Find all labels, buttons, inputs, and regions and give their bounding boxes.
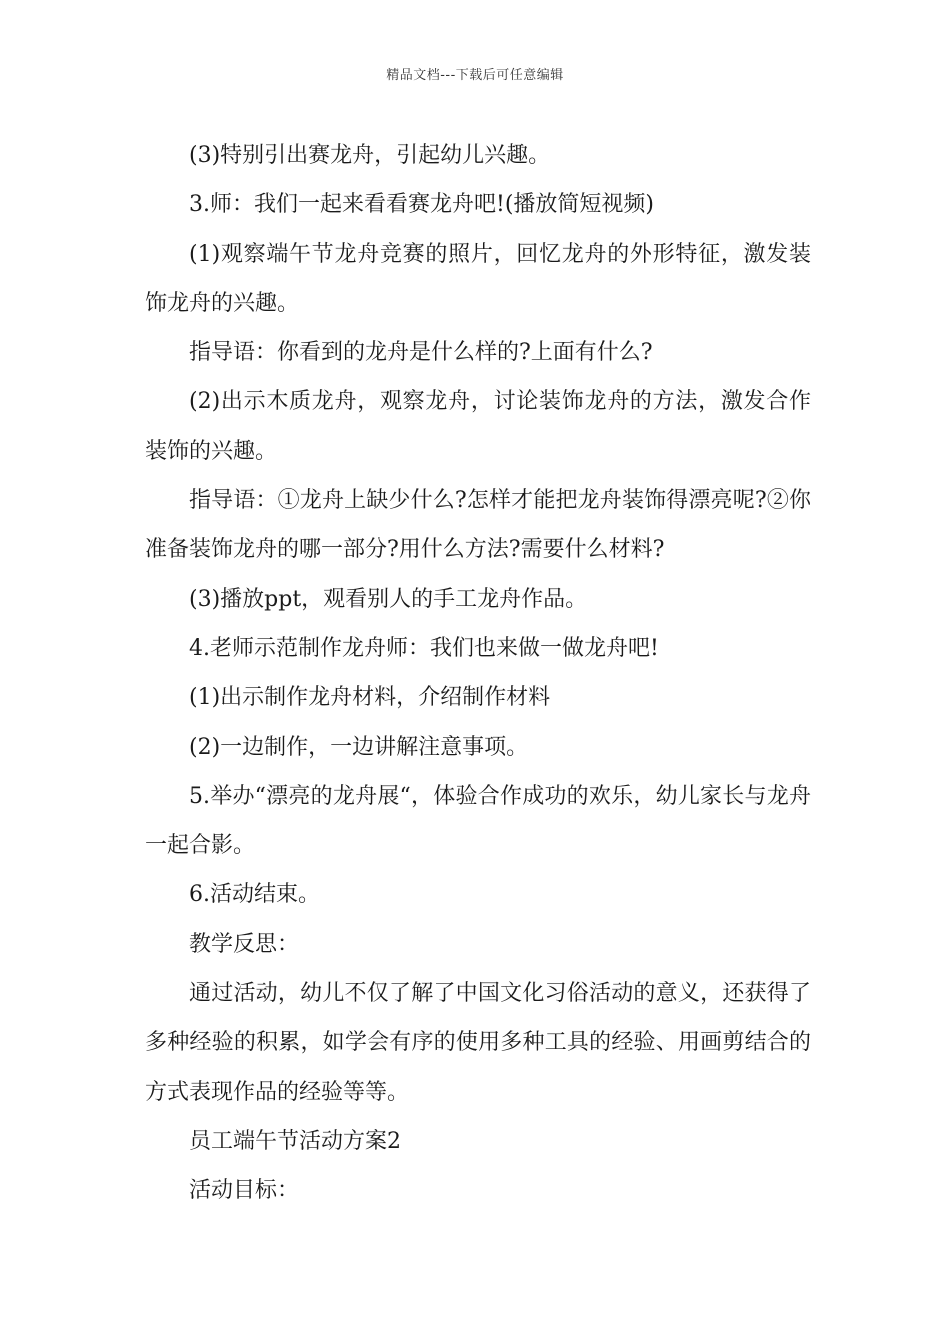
paragraph-item: 6.活动结束。 [189, 882, 320, 908]
paragraph-item: 通过活动，幼儿不仅了解了中国文化习俗活动的意义，还获得了多种经验的积累，如学会有序的使用多种工具的经验、用画剪结合的方式表现作品的经验等等。 [145, 981, 811, 1105]
paragraph-item: 指导语：①龙舟上缺少什么?怎样才能把龙舟装饰得漂亮呢?②你准备装饰龙舟的哪一部分?用什么方法?需要什么材料? [145, 488, 811, 563]
section-heading: 活动目标： [189, 1178, 300, 1204]
section-heading: 教学反思： [189, 931, 300, 957]
section-heading: 员工端午节活动方案2 [189, 1128, 401, 1154]
paragraph-item: (2)出示木质龙舟，观察龙舟，讨论装饰龙舟的方法，激发合作装饰的兴趣。 [145, 389, 811, 464]
paragraph-item: 4.老师示范制作龙舟师：我们也来做一做龙舟吧! [189, 635, 659, 661]
paragraph-item: 指导语：你看到的龙舟是什么样的?上面有什么? [189, 340, 653, 366]
paragraph-item: (1)出示制作龙舟材料，介绍制作材料 [189, 685, 551, 711]
paragraph-item: (3)特别引出赛龙舟，引起幼儿兴趣。 [189, 143, 551, 168]
paragraph-item: (3)播放ppt，观看别人的手工龙舟作品。 [189, 586, 588, 612]
document-body [145, 131, 811, 1216]
paragraph-item: 5.举办“漂亮的龙舟展“，体验合作成功的欢乐，幼儿家长与龙舟一起合影。 [145, 783, 811, 859]
paragraph-item: (1)观察端午节龙舟竞赛的照片，回忆龙舟的外形特征，激发装饰龙舟的兴趣。 [145, 241, 811, 316]
page-header: 精品文档---下载后可任意编辑 [386, 68, 564, 83]
paragraph-item: 3.师：我们一起来看看赛龙舟吧!(播放简短视频) [189, 192, 654, 218]
paragraph-item: (2)一边制作，一边讲解注意事项。 [189, 734, 529, 760]
